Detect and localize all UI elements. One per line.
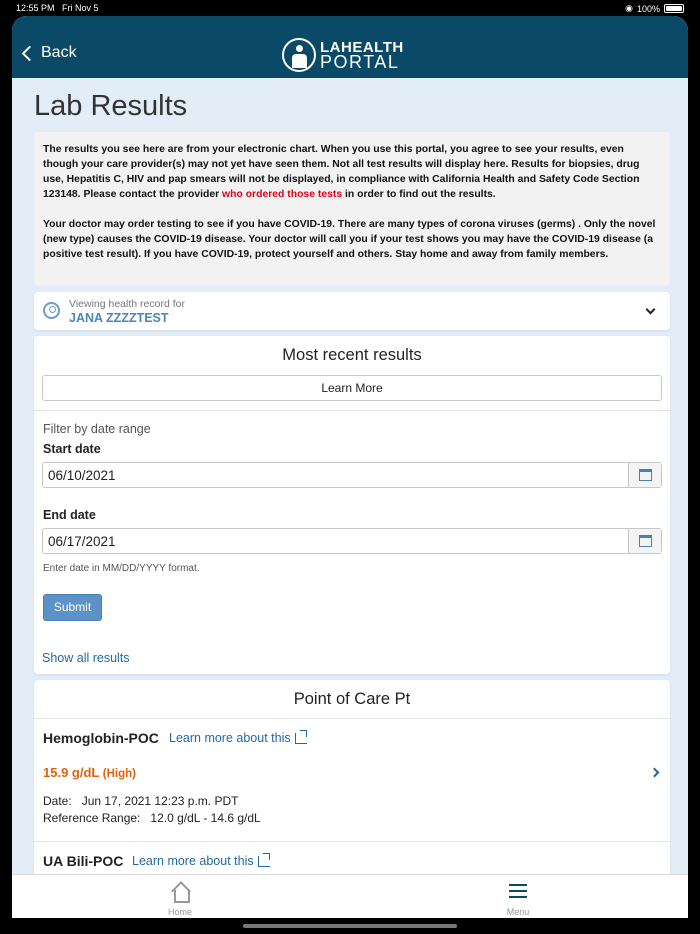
tab-menu-label: Menu <box>506 907 530 917</box>
notice-paragraph-2: Your doctor may order testing to see if you have COVID-19. There are many types of corona viruses (germs) . Only the novel (new type) causes the COVID-19 disease. Your doctor will call you if your test shows you may have the COVID-19 disease (a positive test result). If you have COVID-19, protect yourself and others. Stay home and away from family members. <box>43 219 656 260</box>
health-record-selector[interactable] <box>34 292 670 330</box>
tab-menu[interactable] <box>478 875 558 918</box>
result-flag: (High) <box>102 768 136 780</box>
submit-button[interactable]: Submit <box>43 594 102 621</box>
reference-range-label: Reference Range: <box>43 811 141 825</box>
ordering-provider-text: who ordered those tests <box>222 189 343 200</box>
tab-home-label: Home <box>167 907 192 917</box>
learn-more-button[interactable]: Learn More <box>42 375 662 401</box>
test-date-value: Jun 17, 2021 12:23 p.m. PDT <box>81 794 239 808</box>
calendar-icon <box>639 535 652 547</box>
results-notice <box>34 132 670 286</box>
show-all-results-link[interactable]: Show all results <box>42 651 130 665</box>
status-bar <box>0 0 700 16</box>
date-format-hint: Enter date in MM/DD/YYYY format. <box>43 563 200 574</box>
family-circle-logo-icon <box>282 38 316 72</box>
home-icon <box>171 883 189 901</box>
test-date-label: Date: <box>43 794 72 808</box>
reference-range <box>43 811 261 825</box>
test-name: UA Bili-POC <box>43 853 124 869</box>
start-date-label: Start date <box>43 442 101 456</box>
end-date-field[interactable] <box>42 528 662 554</box>
la-health-portal-logo <box>282 38 404 72</box>
hamburger-menu-icon <box>509 884 527 898</box>
chevron-down-icon[interactable] <box>646 305 656 315</box>
external-link-icon <box>295 733 307 744</box>
end-date-calendar-button[interactable] <box>628 529 661 553</box>
tab-home[interactable] <box>140 875 220 918</box>
learn-more-link-label: Learn more about this <box>132 854 254 868</box>
learn-more-link-label: Learn more about this <box>169 731 291 745</box>
point-of-care-heading: Point of Care Pt <box>293 690 411 708</box>
start-date-value: 06/10/2021 <box>48 468 116 483</box>
notice-paragraph-1: The results you see here are from your electronic chart. When you use this portal, you agree to see your results, even though your care provider(s) may not yet have seen them. Not all test results will display here. Results for biopsies, drug use, Hepatitis C, HIV and pap smears will not be displayed, in compliance with California Health and Safety Code Section 123148. Please contact the provider who ordered those tests in order to find out the results. <box>43 144 640 200</box>
logo-line2: PORTAL <box>320 52 400 72</box>
record-label: Viewing health record for <box>69 298 185 310</box>
filter-label: Filter by date range <box>43 422 151 436</box>
start-date-calendar-button[interactable] <box>628 463 661 487</box>
back-button[interactable] <box>24 44 77 62</box>
battery-icon <box>664 4 684 13</box>
chevron-right-icon[interactable] <box>650 768 660 778</box>
external-link-icon <box>258 856 270 867</box>
end-date-value: 06/17/2021 <box>48 534 116 549</box>
bottom-tab-bar <box>12 874 688 918</box>
learn-more-link[interactable] <box>169 731 307 745</box>
back-label: Back <box>41 44 77 61</box>
test-name: Hemoglobin-POC <box>43 730 159 746</box>
app-window <box>12 16 688 918</box>
home-indicator[interactable] <box>243 924 457 928</box>
app-header <box>12 16 688 78</box>
battery-percent: 100% <box>636 3 660 14</box>
result-value: 15.9 g/dL <box>43 765 100 780</box>
user-circle-icon <box>43 302 60 319</box>
end-date-label: End date <box>43 508 96 522</box>
recent-results-heading: Most recent results <box>282 346 422 364</box>
divider <box>34 410 670 411</box>
page-title: Lab Results <box>34 90 188 122</box>
start-date-field[interactable] <box>42 462 662 488</box>
status-right <box>625 3 684 14</box>
logo-text <box>320 40 404 70</box>
reference-range-value: 12.0 g/dL - 14.6 g/dL <box>150 811 261 825</box>
divider <box>34 718 670 719</box>
record-patient-name: JANA ZZZZTEST <box>69 311 169 325</box>
calendar-icon <box>639 469 652 481</box>
status-time: 12:55 PM Fri Nov 5 <box>16 3 99 13</box>
wifi-icon: ◉ <box>625 3 633 13</box>
test-date <box>43 794 238 808</box>
chevron-left-icon <box>22 45 38 61</box>
logo-line1: LAHEALTH <box>320 39 404 56</box>
recent-results-card <box>34 336 670 674</box>
test-result-value <box>43 765 136 780</box>
divider <box>34 841 670 842</box>
learn-more-link[interactable] <box>132 854 270 868</box>
